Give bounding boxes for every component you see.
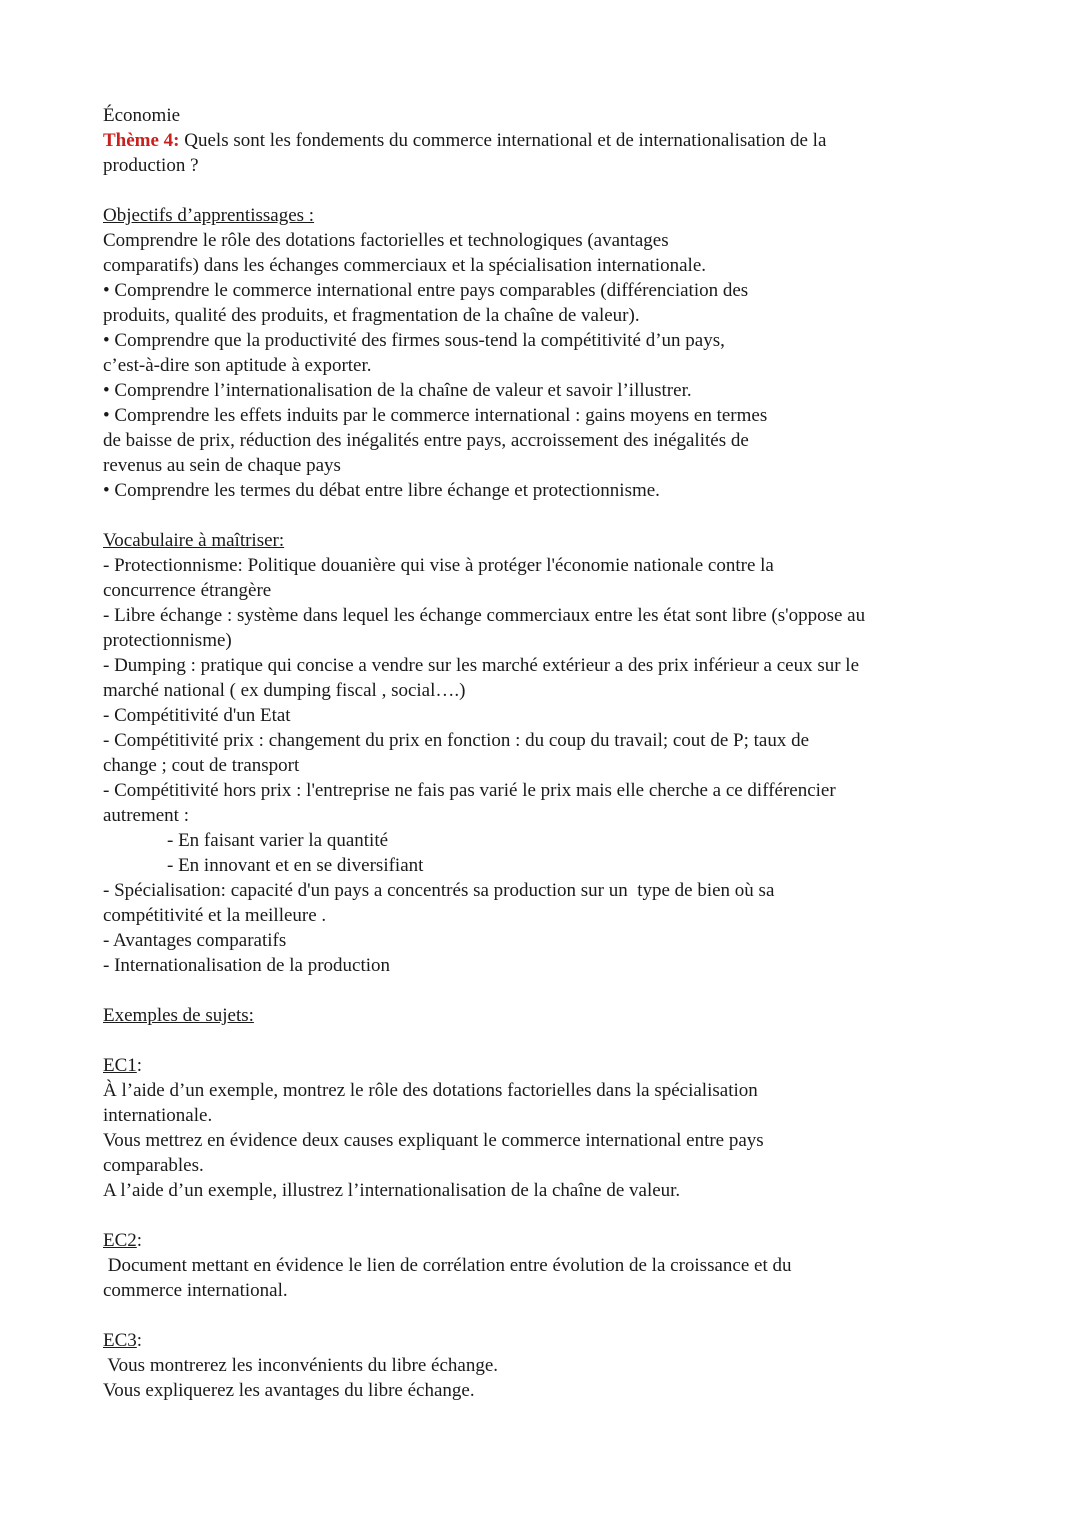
objective-line: de baisse de prix, réduction des inégalités entre pays, accroissement des inégalités de (103, 430, 749, 451)
vocabulary-line: marché national ( ex dumping fiscal , social….) (103, 680, 466, 701)
ec3-heading (103, 1328, 1003, 1353)
spacer (103, 1203, 1003, 1228)
ec1-line: comparables. (103, 1155, 204, 1176)
vocabulary-line: - Protectionnisme: Politique douanière qui vise à protéger l'économie nationale contre la (103, 555, 774, 576)
ec2-line: Document mettant en évidence le lien de corrélation entre évolution de la croissance et du (103, 1255, 792, 1276)
spacer (103, 1028, 1003, 1053)
vocabulary-line: - Compétitivité d'un Etat (103, 705, 291, 726)
vocabulary-line: change ; cout de transport (103, 755, 300, 776)
vocabulary-line: autrement : (103, 805, 189, 826)
vocabulary-line: protectionnisme) (103, 630, 232, 651)
objective-line: revenus au sein de chaque pays (103, 455, 341, 476)
objective-line: • Comprendre les termes du débat entre libre échange et protectionnisme. (103, 480, 660, 501)
ec1-line: A l’aide d’un exemple, illustrez l’internationalisation de la chaîne de valeur. (103, 1180, 681, 1201)
spacer (103, 1303, 1003, 1328)
subject-title: Économie (103, 105, 181, 126)
vocabulary-subitem: - En innovant et en se diversifiant (167, 855, 424, 876)
vocabulary-line: - Avantages comparatifs (103, 930, 287, 951)
ec1-label: EC1 (103, 1055, 137, 1076)
ec1-line: internationale. (103, 1105, 213, 1126)
objective-line: c’est-à-dire son aptitude à exporter. (103, 355, 372, 376)
spacer (103, 503, 1003, 528)
ec3-colon: : (136, 1330, 143, 1351)
objective-line: comparatifs) dans les échanges commerciaux et la spécialisation internationale. (103, 255, 707, 276)
objective-line: • Comprendre que la productivité des firmes sous-tend la compétitivité d’un pays, (103, 330, 725, 351)
ec3-line: Vous expliquerez les avantages du libre échange. (103, 1380, 475, 1401)
ec2-colon: : (136, 1230, 143, 1251)
ec1-colon: : (136, 1055, 143, 1076)
vocabulary-line: - Dumping : pratique qui concise a vendre sur les marché extérieur a des prix inférieur a ceux sur le (103, 655, 860, 676)
theme-label: Thème 4: (103, 130, 180, 151)
examples-heading: Exemples de sujets: (103, 1005, 254, 1026)
vocabulary-line: - Compétitivité hors prix : l'entreprise ne fais pas varié le prix mais elle cherche a ce différencier (103, 780, 836, 801)
vocabulary-subitem: - En faisant varier la quantité (167, 830, 389, 851)
document-page (103, 103, 1003, 1403)
vocabulary-line: - Libre échange : système dans lequel les échange commerciaux entre les état sont libre (s'oppose au (103, 605, 866, 626)
vocabulary-line: - Internationalisation de la production (103, 955, 391, 976)
ec2-heading (103, 1228, 1003, 1253)
objective-line: Comprendre le rôle des dotations factorielles et technologiques (avantages (103, 230, 669, 251)
ec3-label: EC3 (103, 1330, 137, 1351)
objective-line: produits, qualité des produits, et fragmentation de la chaîne de valeur). (103, 305, 640, 326)
objective-line: • Comprendre les effets induits par le commerce international : gains moyens en termes (103, 405, 768, 426)
vocabulary-line: concurrence étrangère (103, 580, 272, 601)
ec2-label: EC2 (103, 1230, 137, 1251)
ec2-line: commerce international. (103, 1280, 288, 1301)
ec3-line: Vous montrerez les inconvénients du libre échange. (103, 1355, 499, 1376)
objectives-heading: Objectifs d’apprentissages : (103, 205, 315, 226)
vocabulary-line: - Compétitivité prix : changement du prix en fonction : du coup du travail; cout de P; taux de (103, 730, 810, 751)
objective-line: • Comprendre le commerce international entre pays comparables (différenciation des (103, 280, 749, 301)
vocabulary-heading: Vocabulaire à maîtriser: (103, 530, 285, 551)
vocabulary-line: compétitivité et la meilleure . (103, 905, 327, 926)
vocabulary-line: - Spécialisation: capacité d'un pays a concentrés sa production sur un type de bien où sa (103, 880, 775, 901)
theme-question: Quels sont les fondements du commerce international et de internationalisation de la (179, 130, 827, 151)
spacer (103, 978, 1003, 1003)
objective-line: • Comprendre l’internationalisation de la chaîne de valeur et savoir l’illustrer. (103, 380, 692, 401)
ec1-heading (103, 1053, 1003, 1078)
theme-question-cont: production ? (103, 155, 199, 176)
ec1-line: Vous mettrez en évidence deux causes expliquant le commerce international entre pays (103, 1130, 764, 1151)
ec1-line: À l’aide d’un exemple, montrez le rôle des dotations factorielles dans la spécialisation (103, 1080, 758, 1101)
spacer (103, 178, 1003, 203)
theme-line (103, 128, 1003, 153)
